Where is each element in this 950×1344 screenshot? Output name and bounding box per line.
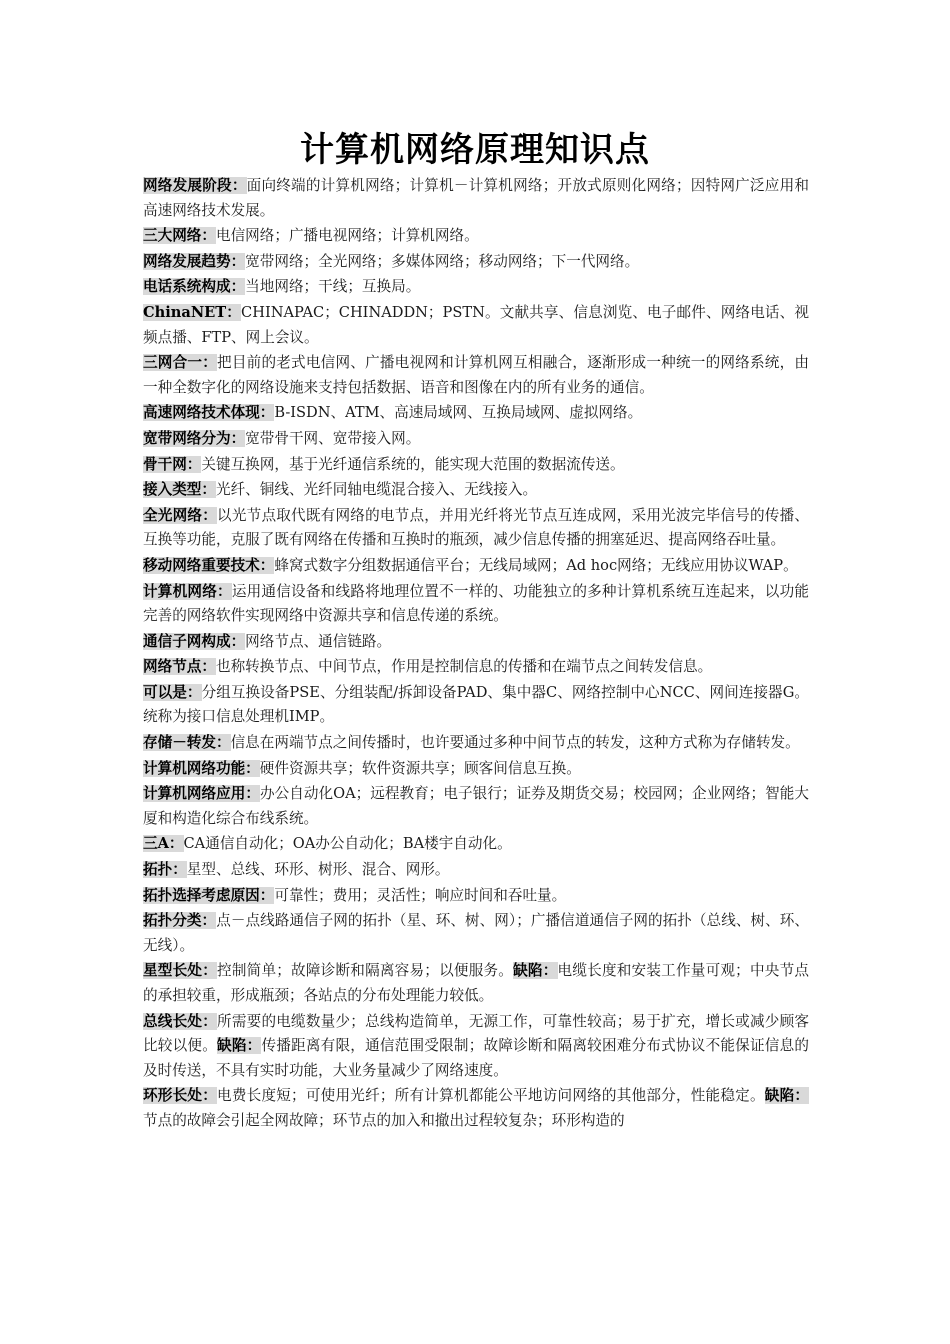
paragraph: [143, 174, 809, 223]
term-label: 电话系统构成：: [143, 278, 246, 296]
term-label: 三A：: [143, 835, 184, 853]
paragraph: [143, 731, 809, 756]
term-definition: 电信网络；广播电视网络；计算机网络。: [215, 227, 479, 245]
term-label: 环形长处：: [143, 1087, 218, 1105]
term-label: 网络发展阶段：: [143, 177, 247, 194]
paragraph: [143, 504, 809, 553]
term-label: 网络发展趋势：: [143, 252, 246, 270]
term-label: 计算机网络应用：: [143, 785, 261, 803]
term-label: 宽带网络分为：: [143, 429, 246, 447]
paragraph: [143, 1084, 809, 1133]
term-label: 可以是：: [143, 683, 202, 701]
term-definition: 办公自动化OA；远程教育；电子银行；证券及期货交易；校园网；企业网络；智能大厦和构造化综合布线系统。: [143, 785, 809, 827]
term-label: 拓扑分类：: [143, 912, 217, 930]
term-definition: 电费长度短；可使用光纤；所有计算机都能公平地访问网络的其他部分，性能稳定。: [217, 1087, 765, 1105]
paragraph: [143, 453, 809, 478]
term-definition: 宽带网络；全光网络；多媒体网络；移动网络；下一代网络。: [245, 252, 640, 270]
term-definition: 蜂窝式数字分组数据通信平台；无线局域网；Ad hoc网络；无线应用协议WAP。: [274, 556, 798, 574]
term-label: ChinaNET：: [143, 303, 242, 321]
term-label: 高速网络技术体现：: [143, 404, 275, 422]
term-label: 拓扑：: [143, 861, 187, 879]
term-label: 缺陷：: [217, 1037, 262, 1055]
term-definition: 关键互换网，基于光纤通信系统的，能实现大范围的数据流传送。: [201, 455, 625, 473]
document-body: [143, 174, 809, 1135]
paragraph: [143, 1010, 809, 1084]
term-definition: 光纤、铜线、光纤同轴电缆混合接入、无线接入。: [215, 481, 538, 499]
term-definition: 硬件资源共享；软件资源共享；顾客间信息互换。: [259, 759, 581, 777]
paragraph: [143, 655, 809, 680]
term-label: 缺陷：: [764, 1087, 809, 1105]
term-label: 接入类型：: [143, 481, 216, 499]
paragraph: [143, 478, 809, 503]
paragraph: [143, 757, 809, 782]
term-label: 骨干网：: [143, 455, 202, 473]
term-definition: 所需要的电缆数量少；总线构造简单，无源工作，可靠性较高；易于扩充，增长或减少顾客比较以便。: [143, 1012, 809, 1055]
term-definition: 面向终端的计算机网络；计算机－计算机网络；开放式原则化网络；因特网广泛应用和高速网络技术发展。: [143, 177, 809, 219]
paragraph: [143, 681, 809, 730]
term-label: 全光网络：: [143, 506, 218, 524]
term-definition: B-ISDN、ATM、高速局域网、互换局域网、虚拟网络。: [274, 404, 643, 422]
term-label: 计算机网络功能：: [143, 759, 260, 777]
term-definition: 控制简单；故障诊断和隔离容易；以便服务。: [217, 962, 514, 980]
paragraph: [143, 782, 809, 831]
term-definition: 点－点线路通信子网的拓扑（星、环、树、网）；广播信道通信子网的拓扑（总线、树、环、无线）。: [143, 912, 809, 954]
term-label: 星型长处：: [143, 962, 218, 980]
paragraph: [143, 427, 809, 452]
term-definition: 传播距离有限，通信范围受限制；故障诊断和隔离较困难分布式协议不能保证信息的及时传送，不具有实时功能，大业务量减少了网络速度。: [143, 1037, 809, 1079]
paragraph: [143, 858, 809, 883]
paragraph: [143, 224, 809, 249]
paragraph: [143, 301, 809, 350]
term-definition: 运用通信设备和线路将地理位置不一样的、功能独立的多种计算机系统互连起来，以功能完善的网络软件实现网络中资源共享和信息传递的系统。: [143, 582, 809, 625]
paragraph: [143, 832, 809, 857]
term-definition: 分组互换设备PSE、分组装配/拆卸设备PAD、集中器C、网络控制中心NCC、网间连接器G。统称为接口信息处理机IMP。: [143, 683, 809, 726]
term-label: 拓扑选择考虑原因：: [143, 886, 275, 904]
paragraph: [143, 959, 809, 1008]
term-label: 通信子网构成：: [143, 632, 246, 650]
term-label: 三网合一：: [143, 354, 218, 372]
term-label: 三大网络：: [143, 227, 216, 245]
term-definition: 节点的故障会引起全网故障；环节点的加入和撤出过程较复杂；环形构造的: [143, 1111, 625, 1129]
term-label: 缺陷：: [513, 962, 558, 980]
term-definition: CA通信自动化；OA办公自动化；BA楼宇自动化。: [183, 835, 512, 853]
term-definition: 可靠性；费用；灵活性；响应时间和吞吐量。: [274, 886, 567, 904]
term-label: 总线长处：: [143, 1012, 218, 1030]
paragraph: [143, 401, 809, 426]
paragraph: [143, 250, 809, 275]
term-definition: 信息在两端节点之间传播时，也许要通过多种中间节点的转发，这种方式称为存储转发。: [230, 734, 800, 752]
term-definition: CHINAPAC；CHINADDN；PSTN。文献共享、信息浏览、电子邮件、网络电话、视频点播、FTP、网上会议。: [143, 303, 809, 346]
term-definition: 当地网络；干线；互换局。: [245, 278, 421, 296]
paragraph: [143, 351, 809, 400]
term-definition: 网络节点、通信链路。: [245, 632, 392, 650]
term-definition: 也称转换节点、中间节点，作用是控制信息的传播和在端节点之间转发信息。: [215, 658, 713, 676]
paragraph: [143, 884, 809, 909]
term-definition: 星型、总线、环形、树形、混合、网形。: [186, 861, 450, 879]
term-label: 存储－转发：: [143, 734, 231, 752]
term-label: 移动网络重要技术：: [143, 556, 275, 574]
paragraph: [143, 580, 809, 629]
term-label: 计算机网络：: [143, 582, 232, 600]
term-definition: 把目前的老式电信网、广播电视网和计算机网互相融合，逐渐形成一种统一的网络系统，由一种全数字化的网络设施来支持包括数据、语音和图像在内的所有业务的通信。: [143, 354, 809, 396]
paragraph: [143, 909, 809, 958]
paragraph: [143, 275, 809, 300]
term-definition: 电缆长度和安装工作量可观；中央节点的承担较重，形成瓶颈；各站点的分布处理能力较低。: [143, 962, 809, 1004]
term-definition: 宽带骨干网、宽带接入网。: [245, 429, 421, 447]
term-definition: 以光节点取代既有网络的电节点，并用光纤将光节点互连成网，采用光波完毕信号的传播、互换等功能，克服了既有网络在传播和互换时的瓶颈，减少信息传播的拥塞延迟、提高网络吞吐量。: [143, 506, 809, 549]
term-label: 网络节点：: [143, 658, 216, 676]
paragraph: [143, 554, 809, 579]
document-title: 计算机网络原理知识点: [300, 130, 650, 170]
paragraph: [143, 630, 809, 655]
